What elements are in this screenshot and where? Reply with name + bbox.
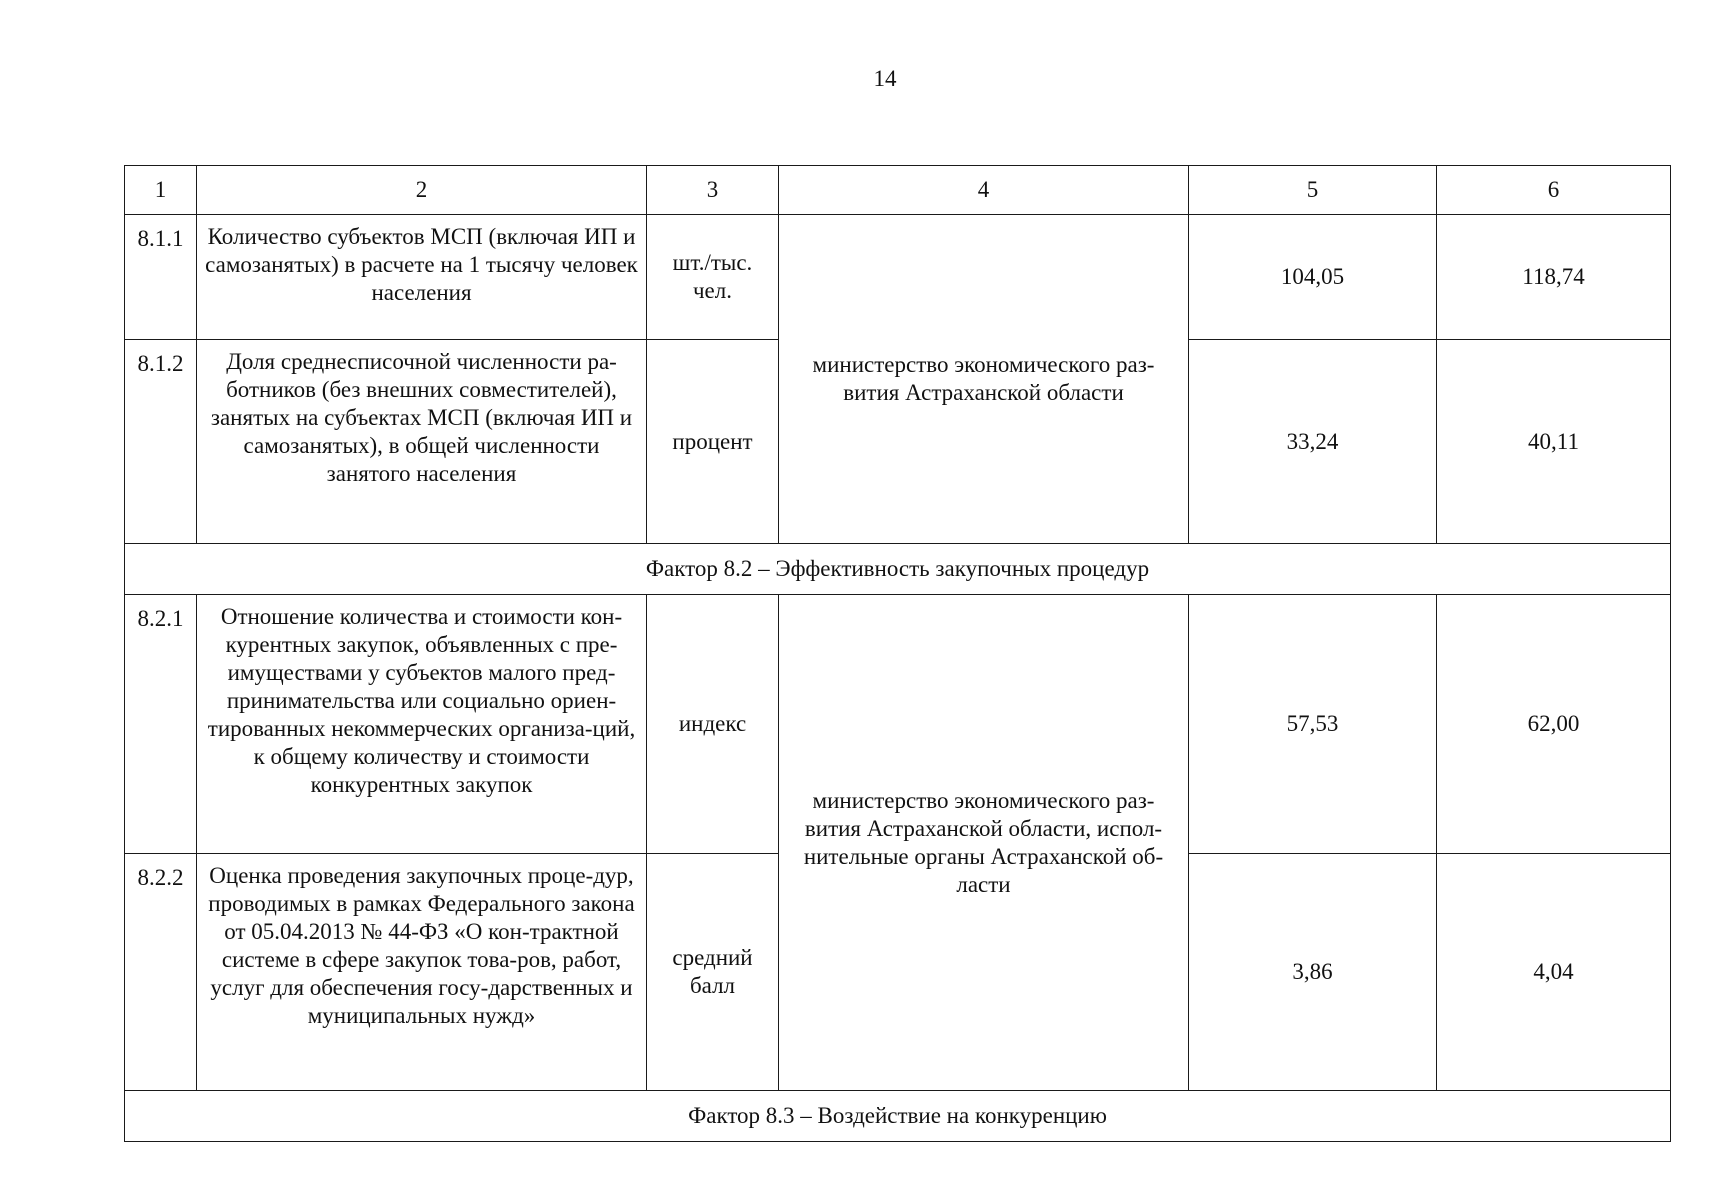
row-number: 8.1.1 (125, 215, 197, 340)
indicator-name: Количество субъектов МСП (включая ИП и самозанятых) в расчете на 1 тысячу человек населения (197, 215, 647, 340)
value-column-5: 33,24 (1189, 340, 1437, 544)
indicator-name: Оценка проведения закупочных проце-дур, проводимых в рамках Федерального закона от 05.04.2013 № 44-ФЗ «О кон-трактной системе в сфере закупок това-ров, работ, услуг для обеспечения госу-дарственных и муниципальных нужд» (197, 854, 647, 1091)
value-column-6: 118,74 (1437, 215, 1671, 340)
column-header: 4 (779, 166, 1189, 215)
column-header: 3 (647, 166, 779, 215)
factor-heading: Фактор 8.2 – Эффективность закупочных процедур (125, 544, 1671, 595)
value-column-5: 57,53 (1189, 595, 1437, 854)
column-header: 1 (125, 166, 197, 215)
column-header: 2 (197, 166, 647, 215)
value-column-6: 4,04 (1437, 854, 1671, 1091)
table-row (125, 215, 1671, 340)
table-row (125, 595, 1671, 854)
indicator-name: Отношение количества и стоимости кон-курентных закупок, объявленных с пре-имуществами у субъектов малого пред-принимательства или социально ориен-тированных некоммерческих организа-ций, к общему количеству и стоимости конкурентных закупок (197, 595, 647, 854)
unit-of-measure: процент (647, 340, 779, 544)
unit-of-measure: средний балл (647, 854, 779, 1091)
value-column-6: 62,00 (1437, 595, 1671, 854)
row-number: 8.1.2 (125, 340, 197, 544)
page-number: 14 (873, 66, 897, 91)
column-header: 5 (1189, 166, 1437, 215)
row-number: 8.2.2 (125, 854, 197, 1091)
value-column-5: 104,05 (1189, 215, 1437, 340)
unit-of-measure: индекс (647, 595, 779, 854)
row-number: 8.2.1 (125, 595, 197, 854)
value-column-6: 40,11 (1437, 340, 1671, 544)
value-column-5: 3,86 (1189, 854, 1437, 1091)
factor-row (125, 1091, 1671, 1142)
indicators-table (124, 165, 1671, 1142)
responsible-body: министерство экономического раз-вития Астраханской области (779, 215, 1189, 544)
factor-heading: Фактор 8.3 – Воздействие на конкуренцию (125, 1091, 1671, 1142)
indicator-name: Доля среднесписочной численности ра-ботников (без внешних совместителей), занятых на субъектах МСП (включая ИП и самозанятых), в общей численности занятого населения (197, 340, 647, 544)
table-header-row (125, 166, 1671, 215)
column-header: 6 (1437, 166, 1671, 215)
factor-row (125, 544, 1671, 595)
responsible-body: министерство экономического раз-вития Астраханской области, испол-нительные органы Астраханской об-ласти (779, 595, 1189, 1091)
unit-of-measure: шт./тыс. чел. (647, 215, 779, 340)
